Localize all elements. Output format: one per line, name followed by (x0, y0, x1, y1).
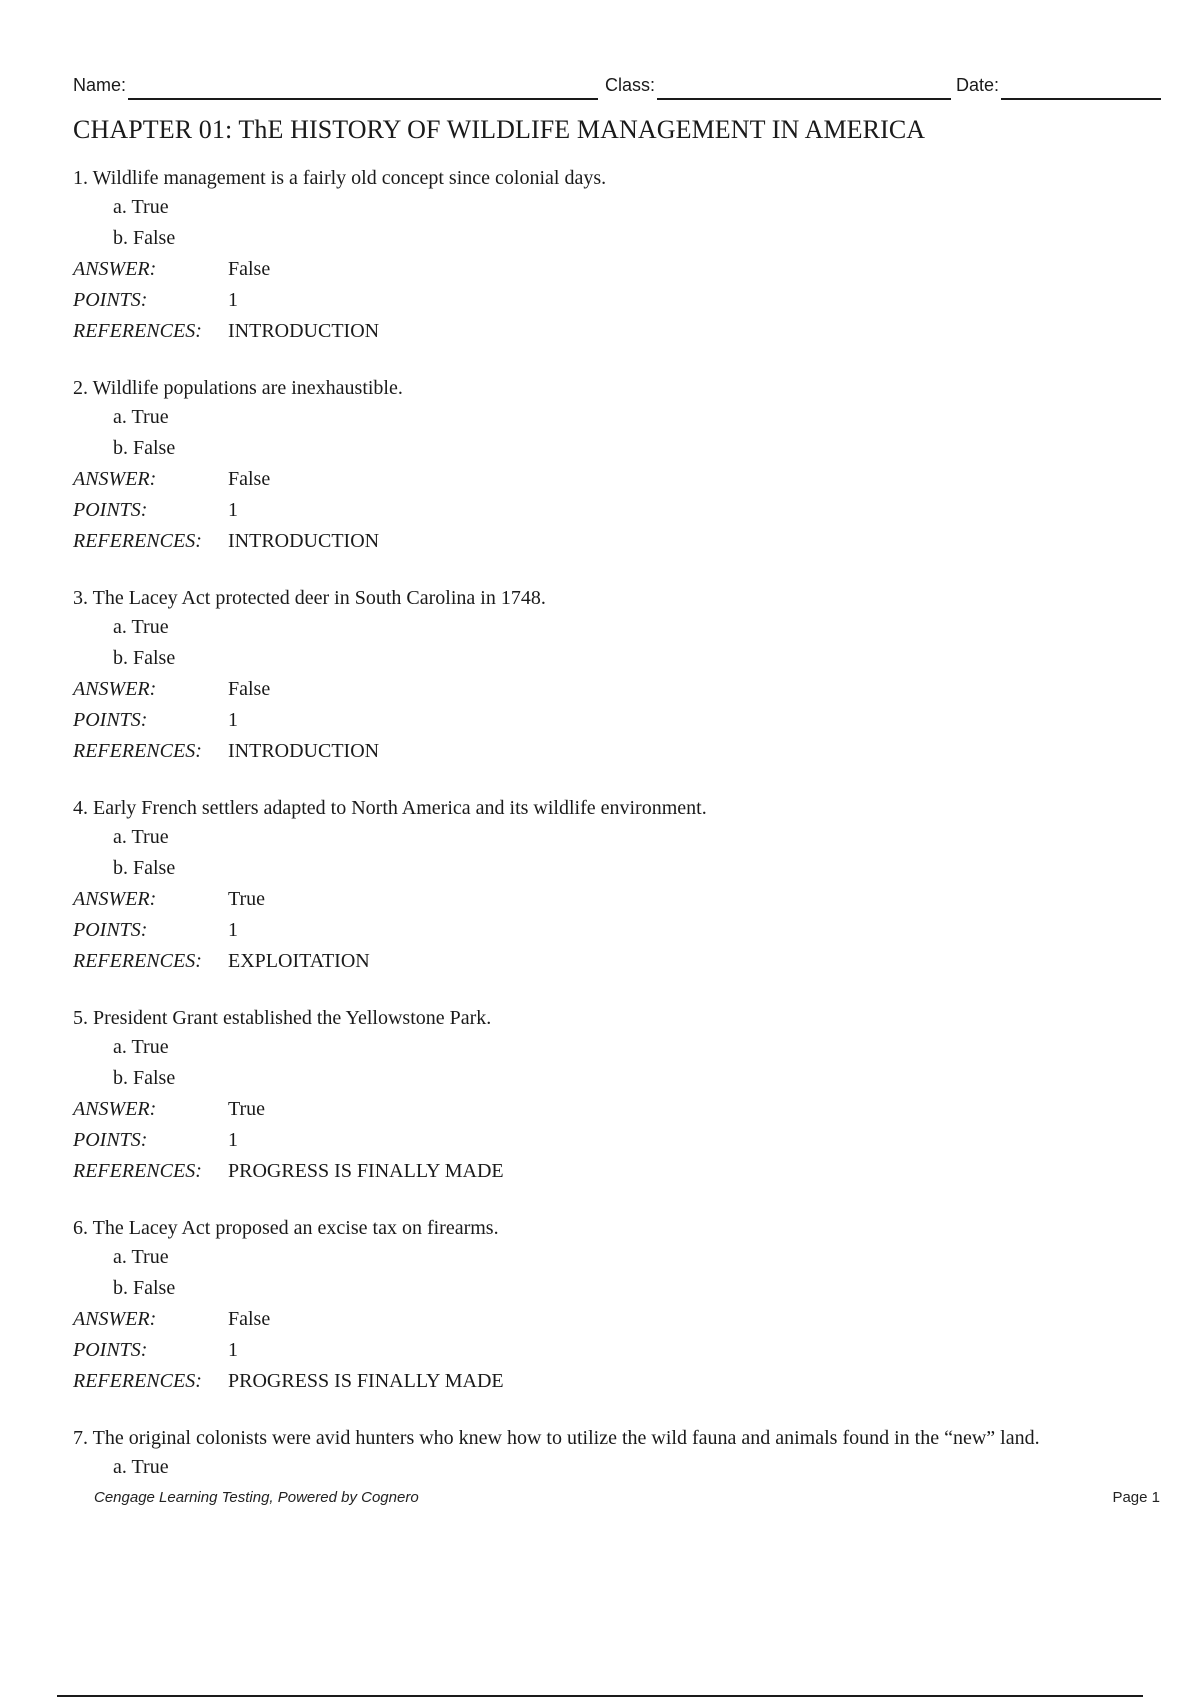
points-row (73, 1335, 1173, 1366)
references-label: REFERENCES: (73, 1160, 202, 1182)
question-item (73, 162, 1173, 372)
points-row (73, 495, 1173, 526)
references-value: PROGRESS IS FINALLY MADE (228, 1160, 504, 1182)
question-stem: 2. Wildlife populations are inexhaustible. (73, 377, 403, 399)
references-label: REFERENCES: (73, 1370, 202, 1392)
answer-value: False (228, 678, 271, 700)
option-a: a. True (113, 826, 169, 848)
answer-row (73, 1094, 1173, 1125)
class-label: Class: (605, 75, 656, 95)
answer-value: False (228, 258, 271, 280)
answer-row (73, 254, 1173, 285)
question-stem: 5. President Grant established the Yellowstone Park. (73, 1007, 492, 1029)
points-label: POINTS: (73, 1129, 148, 1151)
references-row (73, 1156, 1173, 1187)
bottom-divider (57, 1695, 1143, 1697)
points-value: 1 (228, 1339, 238, 1361)
option-a: a. True (113, 1036, 169, 1058)
points-label: POINTS: (73, 1339, 148, 1361)
question-stem: 4. Early French settlers adapted to North America and its wildlife environment. (73, 797, 707, 819)
references-value: EXPLOITATION (228, 950, 370, 972)
option-b: b. False (113, 1277, 176, 1299)
name-blank-line (128, 72, 598, 100)
points-row (73, 1125, 1173, 1156)
date-field (956, 70, 1161, 100)
points-row (73, 705, 1173, 736)
question-item (73, 372, 1173, 582)
points-label: POINTS: (73, 289, 148, 311)
answer-value: True (228, 888, 266, 910)
points-value: 1 (228, 499, 238, 521)
points-row (73, 285, 1173, 316)
footer-page-number: Page 1 (1112, 1489, 1160, 1506)
question-item (73, 1212, 1173, 1422)
option-a: a. True (113, 616, 169, 638)
points-row (73, 915, 1173, 946)
references-label: REFERENCES: (73, 320, 202, 342)
footer-publisher: Cengage Learning Testing, Powered by Cognero (94, 1489, 419, 1506)
points-value: 1 (228, 289, 238, 311)
points-value: 1 (228, 709, 238, 731)
answer-value: False (228, 468, 271, 490)
question-stem: 3. The Lacey Act protected deer in South Carolina in 1748. (73, 587, 546, 609)
name-field (73, 70, 598, 100)
date-label: Date: (956, 75, 1000, 95)
answer-label: ANSWER: (73, 1308, 157, 1330)
points-value: 1 (228, 919, 238, 941)
answer-value: False (228, 1308, 271, 1330)
references-value: INTRODUCTION (228, 320, 380, 342)
answer-value: True (228, 1098, 266, 1120)
references-row (73, 1366, 1173, 1397)
answer-row (73, 464, 1173, 495)
class-blank-line (657, 72, 951, 100)
option-a: a. True (113, 1456, 169, 1478)
points-label: POINTS: (73, 709, 148, 731)
question-item (73, 1002, 1173, 1212)
answer-row (73, 884, 1173, 915)
option-b: b. False (113, 1067, 176, 1089)
class-field (605, 70, 951, 100)
chapter-title: CHAPTER 01: ThE HISTORY OF WILDLIFE MANAGEMENT IN AMERICA (73, 115, 926, 144)
date-blank-line (1001, 72, 1161, 100)
answer-label: ANSWER: (73, 468, 157, 490)
question-item (73, 582, 1173, 792)
points-label: POINTS: (73, 499, 148, 521)
option-b: b. False (113, 227, 176, 249)
references-label: REFERENCES: (73, 530, 202, 552)
question-list (73, 162, 1173, 1632)
question-stem: 6. The Lacey Act proposed an excise tax on firearms. (73, 1217, 499, 1239)
references-value: PROGRESS IS FINALLY MADE (228, 1370, 504, 1392)
references-value: INTRODUCTION (228, 530, 380, 552)
answer-label: ANSWER: (73, 258, 157, 280)
student-info-header (73, 70, 1161, 100)
references-row (73, 736, 1173, 767)
option-b: b. False (113, 437, 176, 459)
question-stem: 1. Wildlife management is a fairly old concept since colonial days. (73, 167, 607, 189)
question-stem: 7. The original colonists were avid hunters who knew how to utilize the wild fauna and animals found in the “new” land. (73, 1427, 1040, 1449)
references-value: INTRODUCTION (228, 740, 380, 762)
answer-label: ANSWER: (73, 678, 157, 700)
question-item (73, 792, 1173, 1002)
answer-label: ANSWER: (73, 1098, 157, 1120)
references-row (73, 526, 1173, 557)
question-item (73, 1422, 1173, 1632)
option-b: b. False (113, 857, 176, 879)
points-value: 1 (228, 1129, 238, 1151)
references-row (73, 946, 1173, 977)
option-a: a. True (113, 196, 169, 218)
answer-row (73, 674, 1173, 705)
answer-label: ANSWER: (73, 888, 157, 910)
name-label: Name: (73, 75, 127, 95)
references-label: REFERENCES: (73, 950, 202, 972)
references-label: REFERENCES: (73, 740, 202, 762)
option-a: a. True (113, 1246, 169, 1268)
option-b: b. False (113, 647, 176, 669)
answer-row (73, 1304, 1173, 1335)
points-label: POINTS: (73, 919, 148, 941)
option-a: a. True (113, 406, 169, 428)
references-row (73, 316, 1173, 347)
